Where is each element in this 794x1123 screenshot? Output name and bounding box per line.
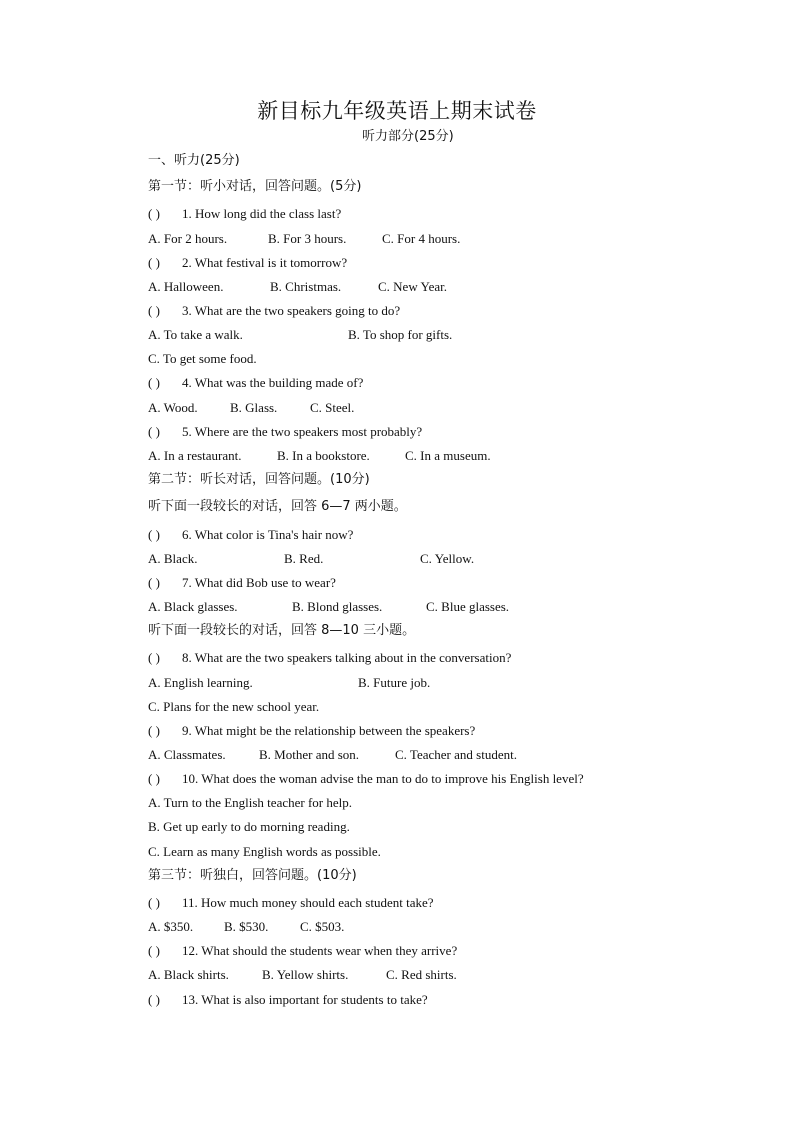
question-text: 8. What are the two speakers talking about in the conversation? (182, 650, 512, 665)
question-text: 6. What color is Tina's hair now? (182, 527, 354, 542)
option-a: A. Black shirts. (148, 967, 229, 982)
question-10 (148, 771, 584, 787)
question-7 (148, 575, 336, 591)
question-11 (148, 895, 434, 911)
section-2-instruction-a: 听下面一段较长的对话，回答 6—7 两小题。 (148, 499, 407, 514)
option-a: A. $350. (148, 919, 194, 934)
option-c: C. Red shirts. (386, 967, 457, 982)
option-a: A. In a restaurant. (148, 448, 242, 463)
section-2-heading: 第二节：听长对话，回答问题。(10分) (148, 472, 370, 487)
option-b: B. Yellow shirts. (262, 967, 349, 982)
answer-blank[interactable]: ( ) (148, 527, 160, 542)
option-c: C. New Year. (378, 279, 447, 294)
option-a: A. Classmates. (148, 747, 226, 762)
option-a: A. To take a walk. (148, 327, 243, 342)
answer-blank[interactable]: ( ) (148, 375, 160, 390)
question-text: 12. What should the students wear when they arrive? (182, 943, 458, 958)
option-b: B. Future job. (358, 675, 431, 690)
answer-blank[interactable]: ( ) (148, 424, 160, 439)
option-a: A. For 2 hours. (148, 231, 228, 246)
option-a: A. Wood. (148, 400, 198, 415)
option-b: B. To shop for gifts. (348, 327, 453, 342)
question-text: 5. Where are the two speakers most probably? (182, 424, 423, 439)
option-c: C. To get some food. (148, 351, 257, 366)
section-2-instruction-b: 听下面一段较长的对话，回答 8—10 三小题。 (148, 623, 416, 638)
part-heading: 一、听力(25分) (148, 153, 240, 168)
question-12 (148, 943, 457, 959)
page-subtitle: 听力部分(25分) (362, 129, 454, 144)
question-text: 9. What might be the relationship between the speakers? (182, 723, 476, 738)
option-c: C. Learn as many English words as possible. (148, 844, 381, 859)
answer-blank[interactable]: ( ) (148, 992, 160, 1007)
option-c: C. Steel. (310, 400, 355, 415)
option-a: A. Turn to the English teacher for help. (148, 795, 352, 810)
option-c: C. Yellow. (420, 551, 475, 566)
option-b: B. Christmas. (270, 279, 342, 294)
question-text: 10. What does the woman advise the man to do to improve his English level? (182, 771, 584, 786)
option-b: B. For 3 hours. (268, 231, 347, 246)
answer-blank[interactable]: ( ) (148, 206, 160, 221)
option-c: C. Plans for the new school year. (148, 699, 320, 714)
option-a: A. Halloween. (148, 279, 224, 294)
question-text: 2. What festival is it tomorrow? (182, 255, 348, 270)
question-5 (148, 424, 422, 440)
option-b: B. $530. (224, 919, 269, 934)
section-1-heading: 第一节：听小对话，回答问题。(5分) (148, 179, 362, 194)
option-b: B. Glass. (230, 400, 278, 415)
option-c: C. Teacher and student. (395, 747, 517, 762)
question-2 (148, 255, 347, 271)
answer-blank[interactable]: ( ) (148, 303, 160, 318)
section-3-heading: 第三节：听独白，回答问题。(10分) (148, 868, 357, 883)
option-c: C. In a museum. (405, 448, 491, 463)
option-a: A. Black glasses. (148, 599, 238, 614)
answer-blank[interactable]: ( ) (148, 771, 160, 786)
answer-blank[interactable]: ( ) (148, 895, 160, 910)
page-title: 新目标九年级英语上期末试卷 (257, 99, 537, 123)
question-text: 11. How much money should each student take? (182, 895, 434, 910)
question-1 (148, 206, 341, 222)
option-c: C. $503. (300, 919, 345, 934)
option-a: A. Black. (148, 551, 198, 566)
question-3 (148, 303, 400, 319)
answer-blank[interactable]: ( ) (148, 650, 160, 665)
answer-blank[interactable]: ( ) (148, 255, 160, 270)
question-13 (148, 992, 428, 1008)
option-b: B. Red. (284, 551, 324, 566)
option-b: B. In a bookstore. (277, 448, 370, 463)
question-text: 4. What was the building made of? (182, 375, 364, 390)
question-9 (148, 723, 475, 739)
answer-blank[interactable]: ( ) (148, 723, 160, 738)
question-4 (148, 375, 363, 391)
option-a: A. English learning. (148, 675, 253, 690)
option-b: B. Blond glasses. (292, 599, 383, 614)
question-text: 1. How long did the class last? (182, 206, 342, 221)
option-b: B. Get up early to do morning reading. (148, 819, 350, 834)
answer-blank[interactable]: ( ) (148, 943, 160, 958)
option-c: C. Blue glasses. (426, 599, 510, 614)
question-8 (148, 650, 511, 666)
option-c: C. For 4 hours. (382, 231, 461, 246)
question-6 (148, 527, 353, 543)
option-b: B. Mother and son. (259, 747, 360, 762)
answer-blank[interactable]: ( ) (148, 575, 160, 590)
question-text: 13. What is also important for students to take? (182, 992, 428, 1007)
question-text: 3. What are the two speakers going to do? (182, 303, 401, 318)
question-text: 7. What did Bob use to wear? (182, 575, 336, 590)
